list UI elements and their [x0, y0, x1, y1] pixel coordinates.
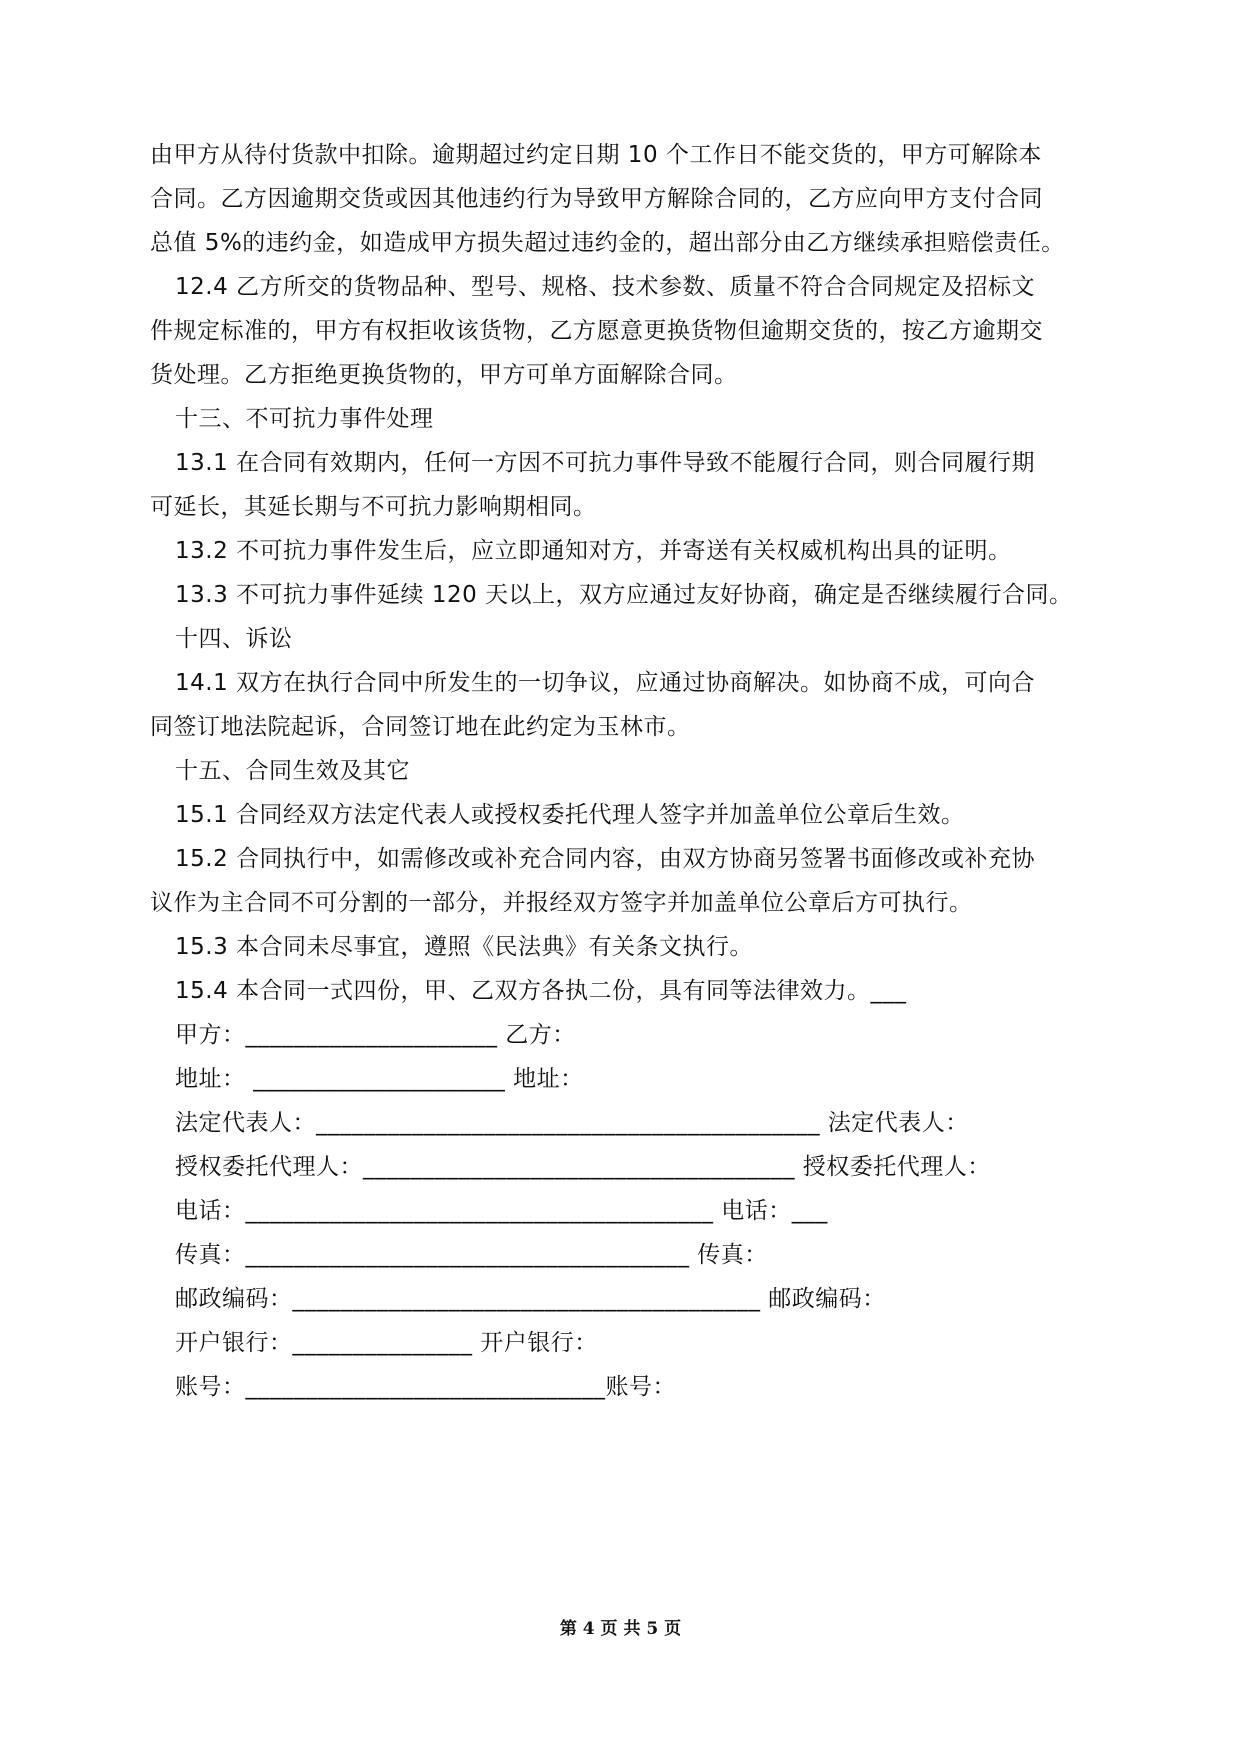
body-line: 总值 5%的违约金，如造成甲方损失超过违约金的，超出部分由乙方继续承担赔偿责任。 [150, 230, 1065, 256]
signature-field-line: 传真：_____________________________________ 传真： [175, 1242, 768, 1268]
body-line: 可延长，其延长期与不可抗力影响期相同。 [150, 494, 597, 520]
body-line: 货处理。乙方拒绝更换货物的，甲方可单方面解除合同。 [150, 362, 738, 388]
page-footer: 第 4 页 共 5 页 [559, 1619, 682, 1639]
clause-line: 15.1 合同经双方法定代表人或授权委托代理人签字并加盖单位公章后生效。 [175, 802, 965, 828]
signature-field-line: 开户银行：_______________ 开户银行： [175, 1330, 598, 1356]
signature-field-line: 邮政编码：_______________________________________ 邮政编码： [175, 1286, 886, 1312]
signature-field-line: 甲方：_____________________ 乙方： [175, 1022, 576, 1048]
signature-field-line: 地址： _____________________ 地址： [175, 1066, 584, 1092]
signature-field-line: 电话：_______________________________________ 电话：___ [175, 1198, 828, 1224]
signature-field-line: 账号：______________________________账号： [175, 1374, 676, 1400]
section-heading: 十四、诉讼 [175, 626, 293, 652]
body-line: 合同。乙方因逾期交货或因其他违约行为导致甲方解除合同的，乙方应向甲方支付合同 [150, 186, 1043, 212]
clause-line: 15.4 本合同一式四份，甲、乙双方各执二份，具有同等法律效力。___ [175, 978, 907, 1004]
body-line: 同签订地法院起诉，合同签订地在此约定为玉林市。 [150, 714, 691, 740]
clause-line: 13.3 不可抗力事件延续 120 天以上，双方应通过友好协商，确定是否继续履行合同。 [175, 582, 1073, 608]
body-line: 议作为主合同不可分割的一部分，并报经双方签字并加盖单位公章后方可执行。 [150, 890, 973, 916]
signature-field-line: 法定代表人：__________________________________________ 法定代表人： [175, 1110, 969, 1136]
clause-line: 14.1 双方在执行合同中所发生的一切争议，应通过协商解决。如协商不成，可向合 [175, 670, 1036, 696]
clause-line: 15.2 合同执行中，如需修改或补充合同内容，由双方协商另签署书面修改或补充协 [175, 846, 1036, 872]
clause-line: 13.2 不可抗力事件发生后，应立即通知对方，并寄送有关权威机构出具的证明。 [175, 538, 1012, 564]
clause-line: 15.3 本合同未尽事宜，遵照《民法典》有关条文执行。 [175, 934, 754, 960]
clause-line: 13.1 在合同有效期内，任何一方因不可抗力事件导致不能履行合同，则合同履行期 [175, 450, 1036, 476]
signature-field-line: 授权委托代理人：____________________________________ 授权委托代理人： [175, 1154, 991, 1180]
clause-line: 12.4 乙方所交的货物品种、型号、规格、技术参数、质量不符合合同规定及招标文 [175, 274, 1036, 300]
body-line: 件规定标准的，甲方有权拒收该货物，乙方愿意更换货物但逾期交货的，按乙方逾期交 [150, 318, 1043, 344]
body-line: 由甲方从待付货款中扣除。逾期超过约定日期 10 个工作日不能交货的，甲方可解除本 [150, 142, 1042, 168]
section-heading: 十三、不可抗力事件处理 [175, 406, 434, 432]
section-heading: 十五、合同生效及其它 [175, 758, 410, 784]
